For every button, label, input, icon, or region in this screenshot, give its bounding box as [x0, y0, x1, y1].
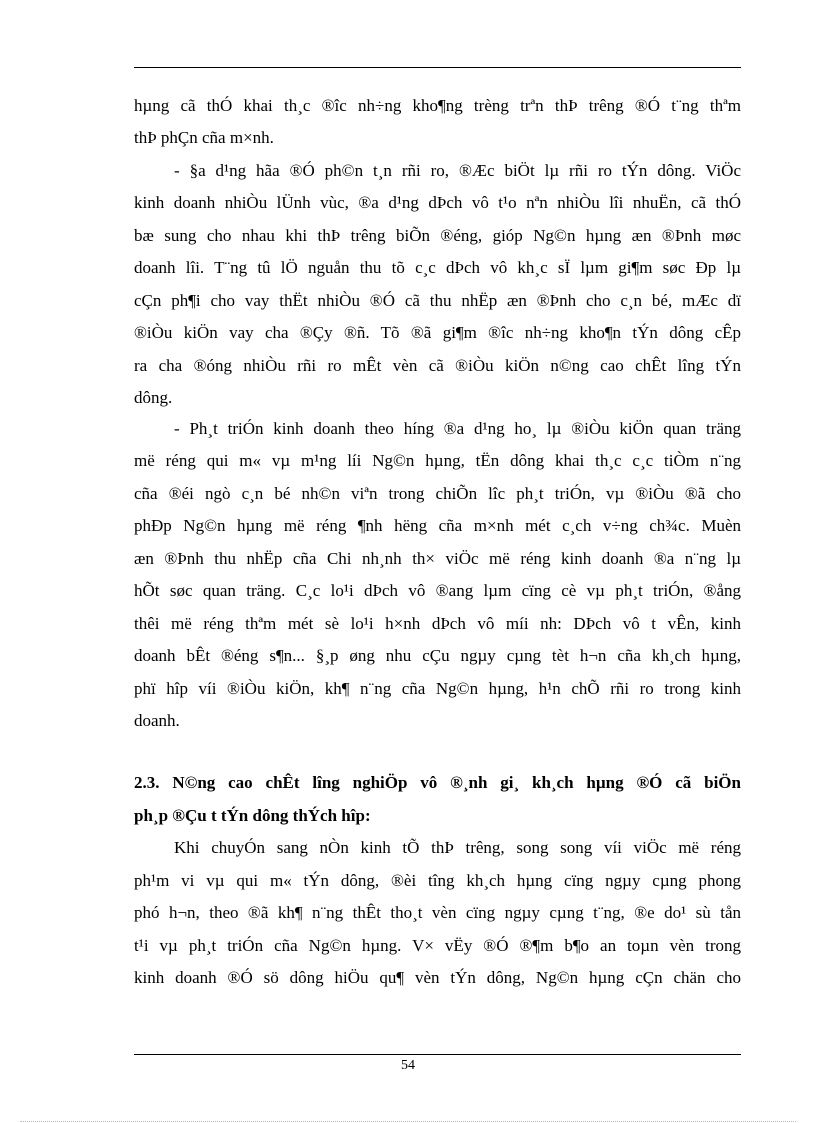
paragraph-2-line: doanh lîi. T¨ng tû lÖ nguån thu tõ c¸c dÞch vô kh¸c sÏ lµm gi¶m søc Ðp lµ	[134, 258, 741, 277]
paragraph-2-line: cÇn ph¶i cho vay thËt nhiÒu ®Ó cã thu nhËp æn ®Þnh cho c¸n bé, mÆc dï	[134, 291, 741, 310]
paragraph-3-line: phÐp Ng©n hµng më réng ¶nh hëng cña m×nh mét c¸ch v÷ng ch¾c. Muèn	[134, 516, 741, 535]
paragraph-4-line: t¹i vµ ph¸t triÓn cña Ng©n hµng. V× vËy ®Ó ®¶m b¶o an toµn vèn trong	[134, 936, 741, 955]
footer-rule	[134, 1054, 741, 1055]
paragraph-1-line: thÞ phÇn cña m×nh.	[134, 128, 274, 147]
paragraph-3-line: - Ph¸t triÓn kinh doanh theo híng ®a d¹ng ho¸ lµ ®iÒu kiÖn quan träng	[174, 419, 741, 438]
paragraph-3-line: hÕt søc quan träng. C¸c lo¹i dÞch vô ®ang lµm cïng cè vµ ph¸t triÓn, ®ång	[134, 581, 741, 600]
paragraph-4-line: Khi chuyÓn sang nÒn kinh tÕ thÞ trêng, song song víi viÖc më réng	[174, 838, 741, 857]
paragraph-3-line: doanh bÊt ®éng s¶n... §¸p øng nhu cÇu ngµy cµng tèt h¬n cña kh¸ch hµng,	[134, 646, 741, 665]
section-heading: ph¸p ®Çu t tÝn dông thÝch hîp:	[134, 806, 371, 825]
paragraph-4-line: ph¹m vi vµ qui m« tÝn dông, ®èi tîng kh¸ch hµng cïng ngµy cµng phong	[134, 871, 741, 890]
header-rule	[134, 67, 741, 68]
paragraph-3-line: cña ®éi ngò c¸n bé nh©n viªn trong chiÕn lîc ph¸t triÓn, vµ ®iÒu ®ã cho	[134, 484, 741, 503]
paragraph-3-line: æn ®Þnh thu nhËp cña Chi nh¸nh th× viÖc më réng kinh doanh ®a n¨ng lµ	[134, 549, 741, 568]
paragraph-4-line: phó h¬n, theo ®ã kh¶ n¨ng thÊt tho¸t vèn cïng ngµy cµng t¨ng, ®e do¹ sù tån	[134, 903, 741, 922]
paragraph-2-line: kinh doanh nhiÒu lÜnh vùc, ®a d¹ng dÞch vô t¹o nªn nhiÒu lîi nhuËn, cã thÓ	[134, 193, 741, 212]
paragraph-2-line: bæ sung cho nhau khi thÞ trêng biÕn ®éng, gióp Ng©n hµng æn ®Þnh møc	[134, 226, 741, 245]
paragraph-3-line: phï hîp víi ®iÒu kiÖn, kh¶ n¨ng cña Ng©n hµng, h¹n chÕ rñi ro trong kinh	[134, 679, 741, 698]
paragraph-1-line: hµng cã thÓ khai th¸c ®îc nh÷ng kho¶ng trèng trªn thÞ trêng ®Ó t¨ng thªm	[134, 96, 741, 115]
paragraph-3-line: thêi më réng thªm mét sè lo¹i h×nh dÞch vô míi nh: DÞch vô t vÊn, kinh	[134, 614, 741, 633]
paragraph-2-line: dông.	[134, 388, 173, 407]
paragraph-2-line: - §a d¹ng hãa ®Ó ph©n t¸n rñi ro, ®Æc biÖt lµ rñi ro tÝn dông. ViÖc	[174, 161, 741, 180]
page-number: 54	[401, 1058, 415, 1073]
paragraph-2-line: ra cha ®óng nhiÒu rñi ro mÊt vèn cã ®iÒu kiÖn n©ng cao chÊt lîng tÝn	[134, 356, 741, 375]
paragraph-3-line: më réng qui m« vµ m¹ng líi Ng©n hµng, tËn dông khai th¸c c¸c tiÒm n¨ng	[134, 451, 741, 470]
paragraph-2-line: ®iÒu kiÖn vay cha ®Çy ®ñ. Tõ ®ã gi¶m ®îc nh÷ng kho¶n tÝn dông cÊp	[134, 323, 741, 342]
paragraph-3-line: doanh.	[134, 711, 180, 730]
paragraph-4-line: kinh doanh ®Ó sö dông hiÖu qu¶ vèn tÝn dông, Ng©n hµng cÇn chän cho	[134, 968, 741, 987]
page-edge-divider	[20, 1121, 796, 1122]
section-heading: 2.3. N©ng cao chÊt lîng nghiÖp vô ®¸nh gi¸ kh¸ch hµng ®Ó cã biÖn	[134, 773, 741, 792]
